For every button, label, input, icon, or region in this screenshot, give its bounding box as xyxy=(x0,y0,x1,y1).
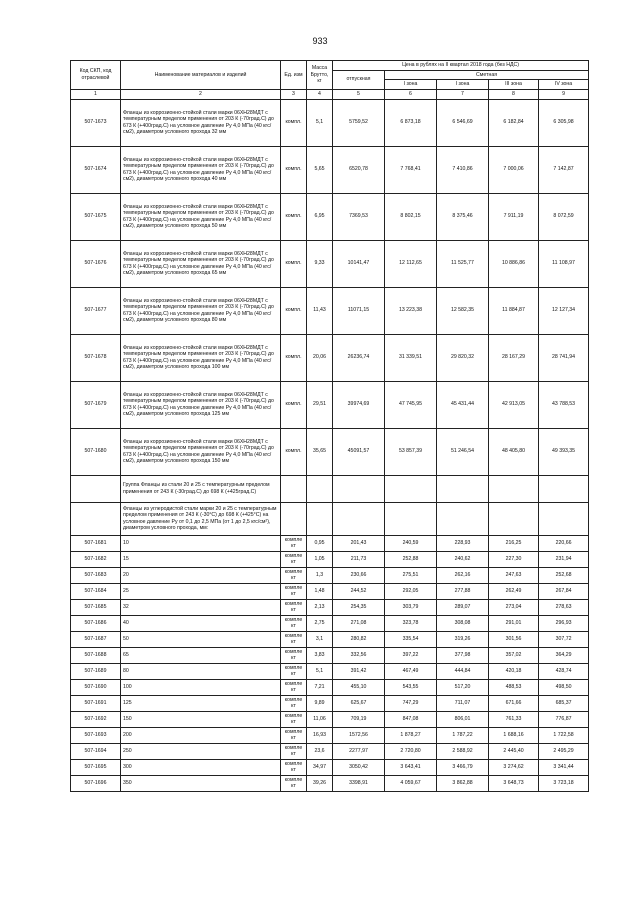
row-price-zone-3: 227,30 xyxy=(489,551,539,567)
table-row xyxy=(71,727,589,743)
blank-cell xyxy=(281,475,307,502)
col-number: 8 xyxy=(489,89,539,99)
row-price-zone-2: 711,07 xyxy=(437,695,489,711)
row-price-zone-1: 543,55 xyxy=(385,679,437,695)
row-price-zone-1: 12 112,65 xyxy=(385,240,437,287)
row-unit: компле кт xyxy=(281,599,307,615)
row-name: Фланцы из коррозионно-стойкой стали марки 06ХН28МДТ с температурным пределом применения от 203 К (-70град.С) до 673 К (+400град.С) на условное давление Ру 4,0 МПа (40 кгс/см2), диаметром условного прохода 65 мм xyxy=(121,240,281,287)
row-code: 507-1674 xyxy=(71,146,121,193)
row-name: 20 xyxy=(121,567,281,583)
blank-cell xyxy=(385,475,437,502)
row-name: 80 xyxy=(121,663,281,679)
row-price-zone-2: 1 787,22 xyxy=(437,727,489,743)
row-price-zone-1: 252,88 xyxy=(385,551,437,567)
row-price-zone-4: 6 305,98 xyxy=(539,99,589,146)
row-price-release: 3050,42 xyxy=(333,759,385,775)
row-price-zone-3: 301,56 xyxy=(489,631,539,647)
row-price-zone-1: 53 857,39 xyxy=(385,428,437,475)
row-price-zone-2: 7 410,86 xyxy=(437,146,489,193)
row-mass: 16,93 xyxy=(307,727,333,743)
row-price-zone-4: 7 142,87 xyxy=(539,146,589,193)
row-price-zone-1: 47 745,95 xyxy=(385,381,437,428)
row-mass: 2,13 xyxy=(307,599,333,615)
row-price-release: 244,52 xyxy=(333,583,385,599)
table-row xyxy=(71,535,589,551)
row-price-zone-2: 6 546,69 xyxy=(437,99,489,146)
row-unit: компле кт xyxy=(281,647,307,663)
blank-cell xyxy=(539,475,589,502)
row-code: 507-1677 xyxy=(71,287,121,334)
row-name: 40 xyxy=(121,615,281,631)
row-name: Фланцы из коррозионно-стойкой стали марки 06ХН28МДТ с температурным пределом применения от 203 К (-70град.С) до 673 К (+400град.С) на условное давление Ру 4,0 МПа (40 кгс/см2), диаметром условного прохода 32 мм xyxy=(121,99,281,146)
row-price-zone-4: 8 072,59 xyxy=(539,193,589,240)
row-mass: 11,43 xyxy=(307,287,333,334)
row-price-zone-4: 428,74 xyxy=(539,663,589,679)
row-code: 507-1679 xyxy=(71,381,121,428)
row-price-release: 3398,91 xyxy=(333,775,385,791)
group-title: Группа Фланцы из стали 20 и 25 с температурным пределом применения от 243 К (-30град.С) до 698 К (+425град.С) xyxy=(121,475,281,502)
row-name: 50 xyxy=(121,631,281,647)
row-price-zone-1: 847,08 xyxy=(385,711,437,727)
row-price-release: 5759,52 xyxy=(333,99,385,146)
blank-cell xyxy=(281,502,307,535)
row-unit: компле кт xyxy=(281,615,307,631)
header-price-title: Цена в рублях на II квартал 2018 года (без НДС) xyxy=(333,61,589,71)
row-unit: компл. xyxy=(281,146,307,193)
row-mass: 1,48 xyxy=(307,583,333,599)
row-price-release: 10141,47 xyxy=(333,240,385,287)
table-row xyxy=(71,146,589,193)
row-price-zone-3: 761,33 xyxy=(489,711,539,727)
row-mass: 7,21 xyxy=(307,679,333,695)
table-row xyxy=(71,663,589,679)
row-unit: компле кт xyxy=(281,679,307,695)
row-price-zone-3: 10 886,86 xyxy=(489,240,539,287)
row-code: 507-1692 xyxy=(71,711,121,727)
row-price-zone-2: 240,62 xyxy=(437,551,489,567)
row-price-release: 45091,57 xyxy=(333,428,385,475)
header-mass: Масса Брутто, кг xyxy=(307,61,333,90)
row-code: 507-1673 xyxy=(71,99,121,146)
row-price-zone-4: 49 393,35 xyxy=(539,428,589,475)
row-price-release: 26236,74 xyxy=(333,334,385,381)
row-mass: 5,1 xyxy=(307,663,333,679)
row-price-zone-4: 3 341,44 xyxy=(539,759,589,775)
row-price-zone-4: 278,63 xyxy=(539,599,589,615)
row-price-release: 11071,15 xyxy=(333,287,385,334)
row-price-zone-2: 289,07 xyxy=(437,599,489,615)
row-price-zone-1: 2 720,80 xyxy=(385,743,437,759)
row-price-zone-2: 277,88 xyxy=(437,583,489,599)
row-price-zone-4: 11 108,97 xyxy=(539,240,589,287)
row-price-release: 625,67 xyxy=(333,695,385,711)
row-name: 65 xyxy=(121,647,281,663)
row-price-release: 1572,56 xyxy=(333,727,385,743)
row-code: 507-1694 xyxy=(71,743,121,759)
row-code: 507-1696 xyxy=(71,775,121,791)
row-unit: компле кт xyxy=(281,663,307,679)
row-price-zone-3: 3 274,62 xyxy=(489,759,539,775)
row-price-zone-1: 747,29 xyxy=(385,695,437,711)
row-price-zone-4: 2 495,29 xyxy=(539,743,589,759)
row-mass: 3,1 xyxy=(307,631,333,647)
row-price-zone-1: 13 223,38 xyxy=(385,287,437,334)
blank-cell xyxy=(307,502,333,535)
row-price-zone-1: 303,79 xyxy=(385,599,437,615)
row-price-zone-1: 275,51 xyxy=(385,567,437,583)
col-number: 5 xyxy=(333,89,385,99)
row-price-release: 280,82 xyxy=(333,631,385,647)
subgroup-title: Фланцы из углеродистой стали марки 20 и 25 с температурным пределом применения от 243 К (-30°С) до 698 К (+425°С) на условное давление Ру от 0,1 до 2,5 МПа (от 1 до 2,5 кгс/см²), диаметром условного прохода, мм: xyxy=(121,502,281,535)
row-code: 507-1693 xyxy=(71,727,121,743)
row-price-zone-3: 7 911,19 xyxy=(489,193,539,240)
row-code: 507-1689 xyxy=(71,663,121,679)
row-mass: 5,65 xyxy=(307,146,333,193)
header-release: отпускная xyxy=(333,70,385,89)
row-price-zone-1: 335,54 xyxy=(385,631,437,647)
table-row xyxy=(71,428,589,475)
table-row xyxy=(71,647,589,663)
row-price-zone-4: 231,94 xyxy=(539,551,589,567)
row-unit: компл. xyxy=(281,428,307,475)
row-price-zone-1: 240,59 xyxy=(385,535,437,551)
row-price-zone-1: 6 873,18 xyxy=(385,99,437,146)
row-code: 507-1691 xyxy=(71,695,121,711)
row-name: 100 xyxy=(121,679,281,695)
row-code: 507-1690 xyxy=(71,679,121,695)
row-price-zone-2: 444,84 xyxy=(437,663,489,679)
table-row xyxy=(71,193,589,240)
row-price-zone-4: 252,68 xyxy=(539,567,589,583)
row-price-zone-3: 247,63 xyxy=(489,567,539,583)
row-price-zone-3: 671,66 xyxy=(489,695,539,711)
row-price-zone-4: 3 723,18 xyxy=(539,775,589,791)
row-price-zone-4: 498,50 xyxy=(539,679,589,695)
col-number: 7 xyxy=(437,89,489,99)
row-price-release: 254,35 xyxy=(333,599,385,615)
row-name: 32 xyxy=(121,599,281,615)
row-price-zone-4: 220,66 xyxy=(539,535,589,551)
row-mass: 35,65 xyxy=(307,428,333,475)
row-price-zone-1: 292,05 xyxy=(385,583,437,599)
row-unit: компл. xyxy=(281,334,307,381)
row-price-zone-4: 28 741,94 xyxy=(539,334,589,381)
row-price-release: 455,10 xyxy=(333,679,385,695)
row-price-zone-3: 2 445,40 xyxy=(489,743,539,759)
table-row xyxy=(71,583,589,599)
row-price-zone-3: 420,18 xyxy=(489,663,539,679)
row-price-release: 332,56 xyxy=(333,647,385,663)
col-number: 6 xyxy=(385,89,437,99)
page-number: 933 xyxy=(312,36,328,46)
row-price-release: 230,66 xyxy=(333,567,385,583)
row-price-zone-4: 307,72 xyxy=(539,631,589,647)
row-unit: компле кт xyxy=(281,535,307,551)
row-price-zone-3: 3 648,73 xyxy=(489,775,539,791)
blank-cell xyxy=(539,502,589,535)
row-price-zone-3: 6 182,84 xyxy=(489,99,539,146)
row-price-zone-3: 273,04 xyxy=(489,599,539,615)
row-mass: 34,97 xyxy=(307,759,333,775)
row-unit: компл. xyxy=(281,193,307,240)
blank-cell xyxy=(385,502,437,535)
header-zone-4: IV зона xyxy=(539,80,589,90)
row-price-zone-3: 42 913,05 xyxy=(489,381,539,428)
table-row xyxy=(71,775,589,791)
row-unit: компле кт xyxy=(281,695,307,711)
row-name: Фланцы из коррозионно-стойкой стали марки 06ХН28МДТ с температурным пределом применения от 203 К (-70град.С) до 673 К (+400град.С) на условное давление Ру 4,0 МПа (40 кгс/см2), диаметром условного прохода 50 мм xyxy=(121,193,281,240)
table-row xyxy=(71,711,589,727)
row-unit: компл. xyxy=(281,99,307,146)
row-price-zone-3: 1 688,16 xyxy=(489,727,539,743)
blank-cell xyxy=(71,475,121,502)
row-mass: 3,83 xyxy=(307,647,333,663)
row-price-zone-4: 12 127,34 xyxy=(539,287,589,334)
row-price-zone-1: 31 339,51 xyxy=(385,334,437,381)
row-name: 125 xyxy=(121,695,281,711)
row-code: 507-1676 xyxy=(71,240,121,287)
row-price-release: 391,42 xyxy=(333,663,385,679)
row-price-zone-1: 7 768,41 xyxy=(385,146,437,193)
row-price-zone-2: 3 466,79 xyxy=(437,759,489,775)
row-code: 507-1695 xyxy=(71,759,121,775)
col-number: 9 xyxy=(539,89,589,99)
row-price-release: 201,43 xyxy=(333,535,385,551)
row-price-zone-2: 377,98 xyxy=(437,647,489,663)
row-price-zone-2: 228,93 xyxy=(437,535,489,551)
row-code: 507-1683 xyxy=(71,567,121,583)
row-code: 507-1685 xyxy=(71,599,121,615)
table-row xyxy=(71,679,589,695)
row-unit: компле кт xyxy=(281,567,307,583)
row-price-release: 39974,69 xyxy=(333,381,385,428)
row-unit: компл. xyxy=(281,381,307,428)
row-code: 507-1684 xyxy=(71,583,121,599)
row-name: Фланцы из коррозионно-стойкой стали марки 06ХН28МДТ с температурным пределом применения от 203 К (-70град.С) до 673 К (+400град.С) на условное давление Ру 4,0 МПа (40 кгс/см2), диаметром условного прохода 40 мм xyxy=(121,146,281,193)
row-price-zone-2: 8 375,46 xyxy=(437,193,489,240)
row-price-zone-2: 45 431,44 xyxy=(437,381,489,428)
col-number: 2 xyxy=(121,89,281,99)
row-price-zone-4: 776,87 xyxy=(539,711,589,727)
blank-cell xyxy=(437,475,489,502)
row-name: 300 xyxy=(121,759,281,775)
row-mass: 9,33 xyxy=(307,240,333,287)
row-price-zone-3: 48 405,80 xyxy=(489,428,539,475)
table-row xyxy=(71,334,589,381)
row-name: Фланцы из коррозионно-стойкой стали марки 06ХН28МДТ с температурным пределом применения от 203 К (-70град.С) до 673 К (+400град.С) на условное давление Ру 4,0 МПа (40 кгс/см2), диаметром условного прохода 150 мм xyxy=(121,428,281,475)
row-name: 15 xyxy=(121,551,281,567)
row-price-zone-1: 397,22 xyxy=(385,647,437,663)
row-mass: 29,51 xyxy=(307,381,333,428)
col-number: 3 xyxy=(281,89,307,99)
row-price-zone-2: 517,20 xyxy=(437,679,489,695)
blank-cell xyxy=(489,502,539,535)
table-row xyxy=(71,381,589,428)
row-price-release: 2277,97 xyxy=(333,743,385,759)
row-mass: 20,06 xyxy=(307,334,333,381)
row-price-zone-4: 43 788,53 xyxy=(539,381,589,428)
row-mass: 9,89 xyxy=(307,695,333,711)
row-unit: компле кт xyxy=(281,631,307,647)
row-price-zone-2: 11 525,77 xyxy=(437,240,489,287)
table-row xyxy=(71,743,589,759)
header-unit: Ед. изм xyxy=(281,61,307,90)
row-price-release: 6520,78 xyxy=(333,146,385,193)
row-name: Фланцы из коррозионно-стойкой стали марки 06ХН28МДТ с температурным пределом применения от 203 К (-70град.С) до 673 К (+400град.С) на условное давление Ру 4,0 МПа (40 кгс/см2), диаметром условного прохода 80 мм xyxy=(121,287,281,334)
row-price-zone-1: 3 643,41 xyxy=(385,759,437,775)
row-price-zone-2: 262,16 xyxy=(437,567,489,583)
row-price-zone-3: 7 000,06 xyxy=(489,146,539,193)
row-name: 150 xyxy=(121,711,281,727)
row-mass: 2,75 xyxy=(307,615,333,631)
blank-cell xyxy=(333,502,385,535)
row-unit: компле кт xyxy=(281,775,307,791)
row-price-zone-1: 467,49 xyxy=(385,663,437,679)
row-unit: компле кт xyxy=(281,759,307,775)
row-code: 507-1681 xyxy=(71,535,121,551)
row-mass: 1,05 xyxy=(307,551,333,567)
row-price-zone-2: 308,08 xyxy=(437,615,489,631)
row-price-zone-3: 291,01 xyxy=(489,615,539,631)
col-number: 1 xyxy=(71,89,121,99)
row-price-zone-2: 51 246,54 xyxy=(437,428,489,475)
row-price-zone-2: 29 820,32 xyxy=(437,334,489,381)
row-price-zone-4: 296,93 xyxy=(539,615,589,631)
row-unit: компле кт xyxy=(281,743,307,759)
header-zone-2: I зона xyxy=(437,80,489,90)
table-row xyxy=(71,99,589,146)
table-row xyxy=(71,631,589,647)
row-mass: 1,3 xyxy=(307,567,333,583)
table-row xyxy=(71,759,589,775)
row-unit: компле кт xyxy=(281,711,307,727)
row-mass: 23,6 xyxy=(307,743,333,759)
row-code: 507-1687 xyxy=(71,631,121,647)
header-estimate: Сметная xyxy=(385,70,589,80)
row-mass: 6,95 xyxy=(307,193,333,240)
row-name: 10 xyxy=(121,535,281,551)
row-price-zone-1: 1 878,27 xyxy=(385,727,437,743)
row-code: 507-1682 xyxy=(71,551,121,567)
row-price-zone-4: 364,29 xyxy=(539,647,589,663)
table-row xyxy=(71,695,589,711)
blank-cell xyxy=(437,502,489,535)
header-zone-1: I зона xyxy=(385,80,437,90)
row-mass: 11,06 xyxy=(307,711,333,727)
header-zone-3: III зона xyxy=(489,80,539,90)
row-unit: компл. xyxy=(281,240,307,287)
row-price-zone-3: 11 884,87 xyxy=(489,287,539,334)
table-row xyxy=(71,599,589,615)
row-code: 507-1680 xyxy=(71,428,121,475)
row-mass: 0,95 xyxy=(307,535,333,551)
row-price-zone-3: 216,25 xyxy=(489,535,539,551)
row-code: 507-1688 xyxy=(71,647,121,663)
row-price-zone-4: 267,84 xyxy=(539,583,589,599)
row-price-zone-2: 806,01 xyxy=(437,711,489,727)
row-price-zone-2: 2 588,92 xyxy=(437,743,489,759)
row-price-zone-3: 262,49 xyxy=(489,583,539,599)
row-price-zone-3: 28 167,29 xyxy=(489,334,539,381)
row-price-zone-3: 488,53 xyxy=(489,679,539,695)
col-number: 4 xyxy=(307,89,333,99)
row-name: Фланцы из коррозионно-стойкой стали марки 06ХН28МДТ с температурным пределом применения от 203 К (-70град.С) до 673 К (+400град.С) на условное давление Ру 4,0 МПа (40 кгс/см2), диаметром условного прохода 125 мм xyxy=(121,381,281,428)
table-row xyxy=(71,615,589,631)
row-code: 507-1678 xyxy=(71,334,121,381)
table-row xyxy=(71,287,589,334)
row-unit: компле кт xyxy=(281,583,307,599)
row-price-release: 709,19 xyxy=(333,711,385,727)
row-price-zone-2: 12 582,35 xyxy=(437,287,489,334)
row-name: 200 xyxy=(121,727,281,743)
header-code: Код СКП, код отраслевой xyxy=(71,61,121,90)
row-price-zone-2: 319,26 xyxy=(437,631,489,647)
row-price-release: 211,73 xyxy=(333,551,385,567)
blank-cell xyxy=(307,475,333,502)
row-name: 25 xyxy=(121,583,281,599)
row-price-release: 7369,53 xyxy=(333,193,385,240)
row-price-release: 271,08 xyxy=(333,615,385,631)
table-row xyxy=(71,551,589,567)
price-table xyxy=(70,60,589,792)
row-unit: компл. xyxy=(281,287,307,334)
row-price-zone-3: 357,02 xyxy=(489,647,539,663)
row-code: 507-1675 xyxy=(71,193,121,240)
row-mass: 5,1 xyxy=(307,99,333,146)
row-price-zone-4: 685,37 xyxy=(539,695,589,711)
blank-cell xyxy=(489,475,539,502)
row-code: 507-1686 xyxy=(71,615,121,631)
row-name: Фланцы из коррозионно-стойкой стали марки 06ХН28МДТ с температурным пределом применения от 203 К (-70град.С) до 673 К (+400град.С) на условное давление Ру 4,0 МПа (40 кгс/см2), диаметром условного прохода 100 мм xyxy=(121,334,281,381)
blank-cell xyxy=(333,475,385,502)
row-unit: компле кт xyxy=(281,551,307,567)
row-price-zone-2: 3 862,88 xyxy=(437,775,489,791)
row-price-zone-4: 1 722,58 xyxy=(539,727,589,743)
blank-cell xyxy=(71,502,121,535)
row-unit: компле кт xyxy=(281,727,307,743)
table-row xyxy=(71,567,589,583)
row-name: 350 xyxy=(121,775,281,791)
row-mass: 39,26 xyxy=(307,775,333,791)
row-price-zone-1: 323,78 xyxy=(385,615,437,631)
table-row xyxy=(71,240,589,287)
header-name: Наименование материалов и изделий xyxy=(121,61,281,90)
row-price-zone-1: 4 059,67 xyxy=(385,775,437,791)
row-price-zone-1: 8 802,15 xyxy=(385,193,437,240)
row-name: 250 xyxy=(121,743,281,759)
